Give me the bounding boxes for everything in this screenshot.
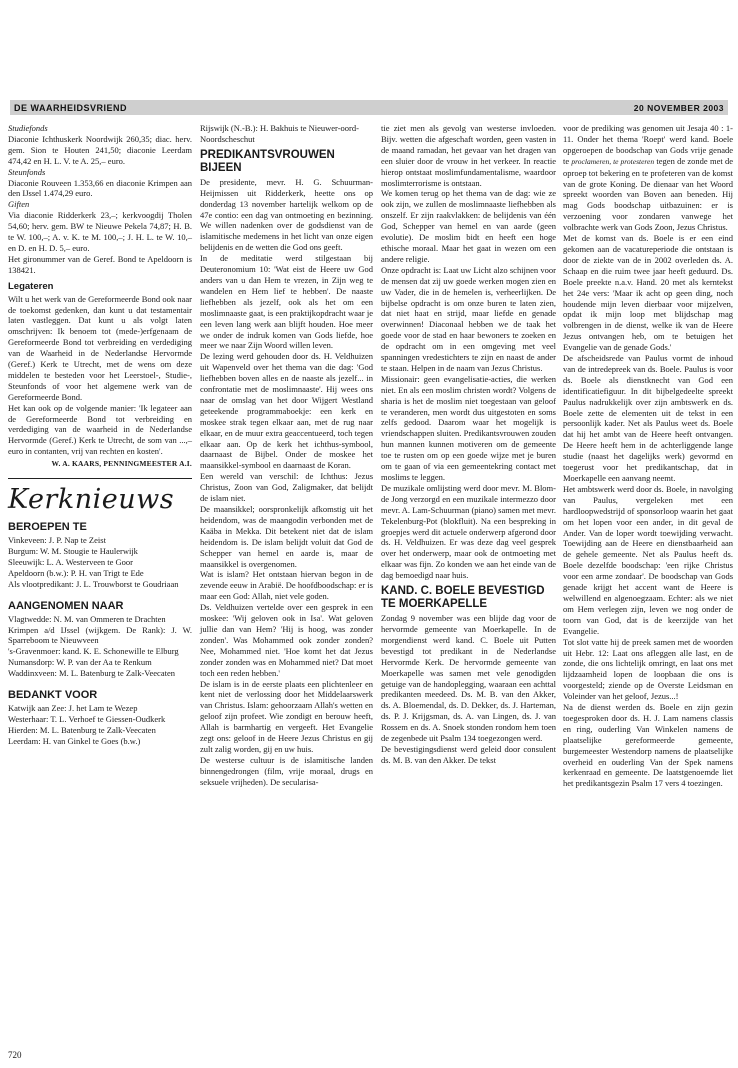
list-item: Als vlootpredikant: J. L. Trouwborst te Goudriaan	[8, 578, 179, 589]
beroepen-heading: BEROEPEN TE	[8, 521, 87, 534]
article-paragraph: De westerse cultuur is de islamitische landen binnengedrongen (film, vrije moraal, drugs en seksuele vrijheden). De secularisa-	[200, 754, 373, 787]
aangenomen-heading: AANGENOMEN NAAR	[8, 599, 124, 612]
giften-label: Giften	[8, 199, 30, 210]
paragraph-start: voor de prediking was genomen uit Jesaja 40 : 1-11. Onder het thema 'Roept' werd kand. Boele opgeroepen de boodschap van Gods vrije genade te	[563, 123, 733, 166]
page-number: 720	[8, 1050, 22, 1060]
list-item: Sleeuwijk: L. A. Westerveen te Goor	[8, 556, 133, 567]
list-item: Burgum: W. M. Stougie te Haulerwijk	[8, 546, 138, 556]
article-paragraph: Ds. Veldhuizen vertelde over een gesprek in een moskee: 'Wij geloven ook in Isa'. Wat geloven jullie dan van Hem? 'Hij is hoog, was zonder zonden'. Was Mohammed ook zonder zonden? Nee, Mohammed niet. 'Hoe komt het dat Jezus zonder zonden was en Mohammed niet? Dat moet toch een reden hebben.'	[200, 602, 373, 678]
article-paragraph: Met de komst van ds. Boele is er een eind gekomen aan de vacatureperiode die ontstaan is door de ziekte van de in 2002 overleden ds. A. Schaap en die ruim twee jaar heeft geduurd. Ds. Boele preekte n.a.v. Hand. 20 met als kerntekst het 24e vers: 'Maar ik acht op geen ding, noch houdende mijn leven dierbaar voor mijzelven, opdat ik mijn loop met blijdschap mag volbrengen in de dienst, welke ik van de Heere Jezus ontvangen heb, om te betuigen het Evangelie van de genade Gods.'	[563, 233, 733, 353]
article-paragraph: Na de dienst werden ds. Boele en zijn gezin toegesproken door ds. H. J. Lam namens classis en ring, ouderling Van Winkelen namens de plaatselijke gereformeerde gemeente, burgemeester Westendorp namens de plaatselijke overheid en ouderling Van der Spek namens kerkenraad en gemeente. De laatstgenoemde liet het predikantsgezin Psalm 17 vers 4 toezingen.	[563, 702, 733, 789]
article-paragraph: In de meditatie werd stilgestaan bij Deuteronomium 10: 'Wat eist de Heere uw God anders van u dan Hem te vrezen, in Zijn weg te wandelen en Hem lief te hebben'. De naaste liefhebben als jezelf, ook als het om een moslimnaaste gaat, is een praktijkopdracht waar je een leven lang werk aan blijft houden. Hoe meer we onder de indruk komen van Gods liefde, hoe meer we naar Zijn Woord willen leven.	[200, 253, 373, 351]
handwritten-annotation: proclameren, te protesteren	[571, 156, 655, 166]
column-1	[8, 123, 192, 747]
list-item: Waddinxveen: M. L. Batenburg te Zalk-Veecaten	[8, 668, 175, 679]
list-item: Vinkeveen: J. P. Nap te Zeist	[8, 535, 106, 546]
article-paragraph: De afscheidsrede van Paulus vormt de inhoud van de intredepreek van ds. Boele. Paulus is voor ds. Boele als dienstknecht van God een identificatiefiguur. In dit bijbelgedeelte spreekt Paulus nadrukkelijk over zijn ambtswerk en ds. Boele zette de elementen uit de tekst in een persoonlijk kader. Net als Paulus weet ds. Boele dat hij het ambt van de Heere heeft ontvangen. De Heere heeft hem in de achterliggende lange studie (naast het dagelijks werk) gevormd en toegerust voor het predikantschap, dat in Moerkapelle een aanvang neemt.	[563, 353, 733, 483]
article-paragraph: De lezing werd gehouden door ds. H. Veldhuizen uit Wapenveld over het thema van die dag: 'God liefhebben boven alles en de naaste als jezelf... in confrontatie met de moslimnaaste'. Hij wees ons naar de omslag van het door Wijgert Westland geteekende programmaboekje: een kerk en moskee strak tegen elkaar aan, met de rug naar elkaar, en de muur extra geaccentueerd, toch tegen elkaar aan. Op de kerk het ichthus-symbool, daarnaast de Bijbel. Onder de moskee het maansikkel-symbool en daarnaast de Koran.	[200, 351, 373, 471]
bedankt-heading: BEDANKT VOOR	[8, 689, 98, 702]
studiefonds-text: Diaconie Ichthuskerk Noordwijk 260,35; diac. herv. gem. Sion te Houten 241,50; diaconie Leerdam 474,42 en H. L. V. te A. 25,– euro.	[8, 133, 192, 166]
list-item: Numansdorp: W. P. van der Aa te Renkum	[8, 657, 152, 668]
legateren-heading: Legateren	[8, 280, 54, 292]
masthead-date: 20 NOVEMBER 2003	[633, 102, 724, 113]
article-paragraph: Wat is islam? Het ontstaan hiervan begon in de zevende eeuw in Arabië. De hoofdboodschap: er is maar een God: Allah, niet vele goden.	[200, 569, 373, 602]
masthead-title: DE WAARHEIDSVRIEND	[14, 102, 128, 113]
article-paragraph: Missionair: geen evangelisatie-acties, die werken niet. En als een moslim christen wordt? Volgens de sharia is het de moslim niet toegestaan van geloof te veranderen, men wordt dus uitgestoten en soms zelfs gedood. Daarom waar het mogelijk is vriendschappen sluiten. Predikantsvrouwen zouden hun mannen kunnen motiveren om de gemeente toe te rusten om op een goede wijze met je buren om te gaan of via een gemeentekring contact met moslims te leggen.	[381, 373, 556, 482]
article-paragraph: Zondag 9 november was een blijde dag voor de hervormde gemeente van Moerkapelle. In de morgendienst werd kand. C. Boele uit Putten bevestigd tot predikant in de Nederlandse Hervormde Kerk. De hervormde gemeente van Moerkapelle was samen met vele genodigden getuige van de handoplegging, waaraan een achttal predikanten meedeed. Ds. M. B. van den Akker, ds. A. Bloemendal, ds. D. Dekker, ds. J. Harteman, ds. P. J. Krijgsman, ds. A. van Lingen, ds. J. van Rossem en ds. A. Snoek stonden rondom hem toen de zegenbede uit Psalm 134 toegezongen werd.	[381, 613, 556, 744]
steunfonds-text: Diaconie Rouveen 1.353,66 en diaconie Krimpen aan den IJssel 1.474,29 euro.	[8, 177, 192, 199]
legateren-paragraph-2: Het kan ook op de volgende manier: 'Ik legateer aan de Gereformeerde Bond tot verbreiding en verdediging van de waarheid in de Nederlandse Hervormde (Geref.) Kerk te Utrecht, de som van ...,– euro in contanten, vrij van rechten en kosten'.	[8, 402, 192, 457]
list-item: Leerdam: H. van Ginkel te Goes (b.w.)	[8, 735, 141, 746]
column-2-intro: Rijswijk (N.-B.): H. Bakhuis te Nieuwer-oord-Noordscheschut	[200, 123, 359, 144]
boele-heading: KAND. C. BOELE BEVESTIGD TE MOERKAPELLE	[381, 585, 545, 611]
article-paragraph: Tot slot vatte hij de preek samen met de woorden uit Hebr. 12: Laat ons afleggen alle last, en de zonde, die ons lichtelijk omringt, en laat ons met lijdzaamheid lopen de loopbaan die ons is voorgesteld; ziende op de Overste Leidsman en Voleinder van het geloof, Jezus...!	[563, 636, 733, 702]
article-paragraph: Onze opdracht is: Laat uw Licht alzo schijnen voor de mensen dat zij uw goede werken mogen zien en uw Vader, die in de hemelen is, verheerlijken. De bijbelse opdracht is om onze buren te laten zien, dat niet haat en strijd, maar liefde en genade overwinnen! Diaconaal hebben we de taak het goede voor de stad en haar bewoners te zoeken en de opdracht om in een omgeving met veel spanningen vredestichters te zijn en naast de ander te staan. Helpen in de naam van Jezus Christus.	[381, 264, 556, 373]
column-2	[200, 123, 373, 788]
legateren-paragraph-1: Wilt u het werk van de Gereformeerde Bond ook naar de toekomst gedenken, dan kunt u dat testamentair laten vastleggen. Dat kunt u als volgt laten omschrijven: Ik benoem tot (mede-)erfgenaam de Gereformeerde Bond tot verbreiding en verdediging van de Waarheid in de Nederlandse Hervormde (Geref.) Kerk te Utrecht, met de wens om deze middelen te besteden voor het Leerstoel-, Studie-, Steunfonds of voor het algemene werk van de Gereformeerde Bond.	[8, 293, 192, 402]
article-paragraph: Een wereld van verschil: de Ichthus: Jezus Christus, Zoon van God, Zaligmaker, dat belijdt de islam niet.	[200, 471, 373, 504]
giften-text: Via diaconie Ridderkerk 23,–; kerkvoogdij Tholen 54,60; herv. gem. BW te Nieuwe Pekela 74,87; H. B. te W. 100,–; A. v. K. te M. 100,–; J. H. L. te W. 10,– en D. en H. D. 5,– euro.	[8, 210, 192, 253]
giro-text: Het gironummer van de Geref. Bond te Apeldoorn is 138421.	[8, 253, 192, 275]
studiefonds-label: Studiefonds	[8, 123, 48, 133]
kerknieuws-title: Kerknieuws	[8, 484, 175, 516]
masthead-bar	[10, 100, 728, 115]
list-item: Krimpen a/d IJssel (wijkgem. De Rank): J. W. Sparreboom te Nieuwveen	[8, 624, 192, 646]
article-paragraph: De presidente, mevr. H. G. Schuurman-Heijmissen uit Ridderkerk, heette ons op donderdag 13 november hartelijk welkom op de 47e contio: een dag van ontmoeting en bezinning. We willen nadenken over de godsdienst van de islamitische medemens in het licht van onze eigen belijdenis en de wetten die God ons geeft.	[200, 176, 373, 253]
article-paragraph: De maansikkel; oorspronkelijk afkomstig uit het heidendom, was de maangodin verbonden met de Kaäba in Mekka. Dit betekent niet dat de islam heidendom is. De islam belijdt voluit dat God de Schepper van hemel en aarde is, maar de maansikkel is overgenomen.	[200, 504, 373, 569]
article-paragraph: We komen terug op het thema van de dag: wie ze ook zijn, we zullen de moslimnaaste liefhebben als onszelf. Er zijn raakvlakken: de belijdenis van één God, Schepper van hemel en van aarde (geen evolutie). De moslim bidt en heeft een hoge ethische moraal. Maar het gaat in wezen om een andere religie.	[381, 188, 556, 264]
list-item: Westerhaar: T. L. Verhoef te Giessen-Oudkerk	[8, 713, 166, 724]
list-item: Katwijk aan Zee: J. het Lam te Wezep	[8, 703, 138, 714]
article-paragraph: De bevestigingsdienst werd geleid door consulent ds. M. B. van den Akker. De tekst	[381, 743, 556, 765]
article-paragraph: De muzikale omlijsting werd door mevr. M. Blom-de Jong verzorgd en een muzikale intermezzo door mevr. A. Lam-Schuurman (piano) samen met mevr. Tekelenburg-Pot (blokfluit). Na een bespreking in groepjes werd dit actuele onderwerp afgerond door ds. H. Veldhuizen. Er was deze dag veel gesprek over het onderwerp, maar ook de ontmoeting met elkaar was fijn. Zo konden we aan het einde van de dag bemoedigd naar huis.	[381, 482, 556, 581]
column-4	[563, 123, 733, 789]
section-divider	[8, 478, 192, 479]
list-item: Vlagtwedde: N. M. van Ommeren te Drachten	[8, 613, 166, 624]
paragraph-rest: tegen de zonde met de oproep tot bekering en te profeteren van de komst van de grote Koning. De dienaar van het Woord spreekt woorden van Boven aan beneden. Hij mag Gods boodschap uitbazuinen: er is verzoening voor zondaren vanwege het volbrachte werk van Gods Zoon, Jezus Christus.	[563, 155, 734, 233]
column-3	[381, 123, 556, 766]
article-paragraph: Het ambtswerk werd door ds. Boele, in navolging van Paulus, vergeleken met een hardloopwedstrijd of sponsorloop waarin het gaat om het lopen voor een ander, in dit geval de Ander. Van de loper wordt toewijding verwacht. Toewijding aan de Heere en dienstbaarheid aan de gehele gemeente. Net als Paulus heeft ds. Boele dezelfde boodschap: 'een rijke Christus voor een arme zondaar'. De boodschap van Gods genade krijgt het accent want de Heere is welwillend en algenoegzaam. Echter: als we niet om Hem verlegen zijn, leven we nog onder de toorn van God, dat is de keerzijde van het Evangelie.	[563, 483, 733, 636]
signature: W. A. KAARS, PENNINGMEESTER A.I.	[51, 459, 192, 469]
article-paragraph	[563, 123, 733, 233]
list-item: Hierden: M. L. Batenburg te Zalk-Veecaten	[8, 724, 156, 735]
article-paragraph: tie ziet men als gevolg van westerse invloeden. Bijv. wetten die afgeschaft worden, geen vasten in de maand ramadan, het gevaar van het dragen van een sluier door de vrouw in het verkeer. In reactie hierop ontstaat moslimfundamentalisme, waardoor moslimterrorisme is ontstaan.	[381, 123, 556, 188]
list-item: 's-Gravenmoer: kand. K. E. Schonewille te Elburg	[8, 646, 179, 657]
steunfonds-label: Steunfonds	[8, 166, 46, 177]
predikantsvrouwen-heading: PREDIKANTSVROUWEN BIJEEN	[200, 148, 335, 174]
list-item: Apeldoorn (b.w.): P. H. van Trigt te Ede	[8, 567, 144, 578]
article-paragraph: De islam is in de eerste plaats een plichtenleer en kent niet de verlossing door het Middelaarswerk van Christus. Islam: gehoorzaam Allah's wetten en geloof zijn profeet. Wie zondigt en berouw heeft, Allah is barmhartig en vergeeft. Het Evangelie zegt ons: geloof in de Heere Jezus Christus en gij zult zalig worden, gij en uw huis.	[200, 678, 373, 754]
